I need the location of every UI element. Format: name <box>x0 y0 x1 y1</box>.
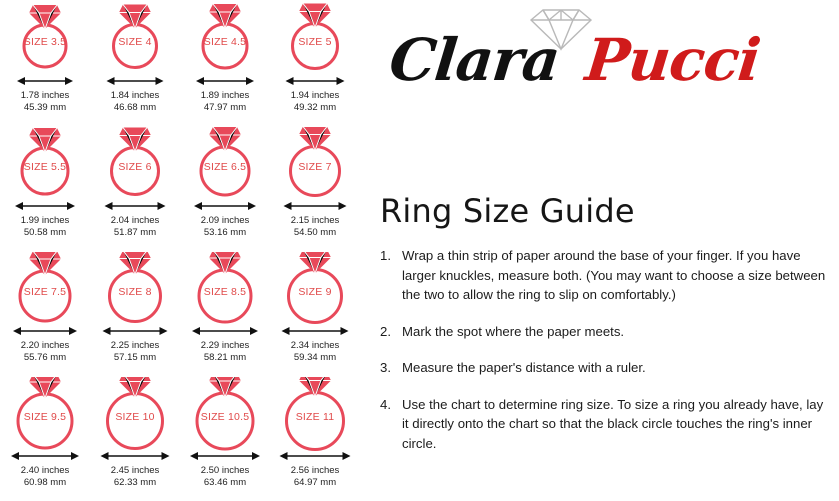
ring-measurements <box>111 90 160 114</box>
ring-inches-value: 2.40 inches <box>20 465 70 476</box>
ring-illustration <box>182 127 268 201</box>
ring-mm-value: 51.87 mm <box>113 227 157 238</box>
ring-illustration <box>92 377 178 451</box>
page-title: Ring Size Guide <box>380 192 635 230</box>
ring-size-label: SIZE 10 <box>115 411 155 423</box>
ring-mm-value: 45.39 mm <box>23 102 67 113</box>
diameter-arrow-icon <box>2 199 88 213</box>
ring-measurements <box>21 90 70 114</box>
ring-inches-value: 1.84 inches <box>110 90 160 101</box>
step-text: Mark the spot where the paper meets. <box>402 323 625 339</box>
ring-illustration <box>2 2 88 76</box>
diameter-arrow-icon <box>92 324 178 338</box>
ring-illustration <box>182 377 268 451</box>
diameter-arrow-icon <box>272 449 358 463</box>
ring-size-label: SIZE 4.5 <box>203 36 247 48</box>
ring-measurements <box>111 215 160 239</box>
ring-inches-value: 2.29 inches <box>200 340 250 351</box>
ring-size-label: SIZE 5.5 <box>23 161 67 173</box>
ring-illustration <box>92 127 178 201</box>
diameter-arrow-icon <box>182 74 268 88</box>
ring-inches-value: 2.09 inches <box>200 215 250 226</box>
ring-mm-value: 62.33 mm <box>113 477 157 488</box>
ring-size-cell <box>270 250 360 375</box>
diameter-arrow-icon <box>272 74 358 88</box>
ring-inches-value: 2.20 inches <box>20 340 70 351</box>
ring-illustration <box>2 377 88 451</box>
diameter-arrow-icon <box>182 324 268 338</box>
diameter-arrow-icon <box>92 74 178 88</box>
ring-size-label: SIZE 11 <box>295 411 335 423</box>
ring-inches-value: 1.89 inches <box>200 90 250 101</box>
instruction-list <box>380 246 832 470</box>
ring-mm-value: 64.97 mm <box>293 477 337 488</box>
diameter-arrow-icon <box>92 199 178 213</box>
diameter-arrow-icon <box>2 324 88 338</box>
ring-inches-value: 1.94 inches <box>290 90 340 101</box>
ring-inches-value: 2.04 inches <box>110 215 160 226</box>
ring-illustration <box>2 127 88 201</box>
ring-size-cell <box>0 250 90 375</box>
ring-mm-value: 59.34 mm <box>293 352 337 363</box>
ring-inches-value: 2.25 inches <box>110 340 160 351</box>
ring-illustration <box>2 252 88 326</box>
instruction-step <box>380 358 832 378</box>
ring-size-cell <box>0 375 90 500</box>
step-number: 4. <box>380 396 391 412</box>
ring-measurements <box>291 465 340 489</box>
ring-measurements <box>201 465 250 489</box>
ring-measurements <box>21 465 70 489</box>
ring-size-label: SIZE 6 <box>118 161 152 173</box>
guide-panel <box>368 0 839 501</box>
brand-logo <box>378 4 828 108</box>
brand-name-first: Clara <box>386 26 563 94</box>
ring-size-cell <box>180 375 270 500</box>
brand-name-second: Pucci <box>582 26 764 94</box>
ring-mm-value: 54.50 mm <box>293 227 337 238</box>
ring-size-cell <box>90 0 180 125</box>
ring-size-label: SIZE 4 <box>118 36 152 48</box>
instruction-step <box>380 322 832 342</box>
ring-mm-value: 50.58 mm <box>23 227 67 238</box>
diameter-arrow-icon <box>272 199 358 213</box>
ring-illustration <box>272 127 358 201</box>
ring-inches-value: 2.56 inches <box>290 465 340 476</box>
ring-size-cell <box>90 250 180 375</box>
ring-size-label: SIZE 6.5 <box>203 161 247 173</box>
instruction-step <box>380 246 832 305</box>
ring-illustration <box>92 252 178 326</box>
instruction-step <box>380 395 832 454</box>
ring-illustration <box>272 252 358 326</box>
diameter-arrow-icon <box>92 449 178 463</box>
ring-size-label: SIZE 3.5 <box>23 36 67 48</box>
ring-size-label: SIZE 9.5 <box>23 411 67 423</box>
ring-size-label: SIZE 7.5 <box>23 286 67 298</box>
ring-mm-value: 53.16 mm <box>203 227 247 238</box>
diameter-arrow-icon <box>182 199 268 213</box>
ring-size-chart <box>0 0 360 501</box>
ring-mm-value: 47.97 mm <box>203 102 247 113</box>
ring-inches-value: 2.50 inches <box>200 465 250 476</box>
ring-measurements <box>201 90 250 114</box>
ring-illustration <box>92 2 178 76</box>
ring-measurements <box>201 215 250 239</box>
ring-mm-value: 46.68 mm <box>113 102 157 113</box>
ring-mm-value: 58.21 mm <box>203 352 247 363</box>
ring-inches-value: 1.78 inches <box>20 90 70 101</box>
ring-size-cell <box>0 125 90 250</box>
ring-measurements <box>21 215 70 239</box>
ring-size-label: SIZE 8 <box>118 286 152 298</box>
ring-mm-value: 55.76 mm <box>23 352 67 363</box>
ring-inches-value: 2.45 inches <box>110 465 160 476</box>
ring-inches-value: 1.99 inches <box>20 215 70 226</box>
ring-size-label: SIZE 8.5 <box>203 286 247 298</box>
diameter-arrow-icon <box>182 449 268 463</box>
ring-size-label: SIZE 9 <box>298 286 332 298</box>
ring-mm-value: 60.98 mm <box>23 477 67 488</box>
ring-size-label: SIZE 7 <box>298 161 332 173</box>
ring-size-cell <box>180 0 270 125</box>
ring-illustration <box>272 2 358 76</box>
ring-size-cell <box>90 125 180 250</box>
ring-illustration <box>272 377 358 451</box>
ring-inches-value: 2.15 inches <box>290 215 340 226</box>
ring-mm-value: 49.32 mm <box>293 102 337 113</box>
ring-size-cell <box>0 0 90 125</box>
ring-mm-value: 63.46 mm <box>203 477 247 488</box>
ring-measurements <box>291 340 340 364</box>
ring-size-cell <box>90 375 180 500</box>
ring-illustration <box>182 2 268 76</box>
ring-size-cell <box>180 125 270 250</box>
ring-size-cell <box>270 125 360 250</box>
step-text: Wrap a thin strip of paper around the base of your finger. If you have larger knuckles, measure both. (You may want to choose a size between the two to allow the ring to slip on comfortably.) <box>402 248 826 302</box>
ring-measurements <box>201 340 250 364</box>
ring-illustration <box>182 252 268 326</box>
ring-size-cell <box>180 250 270 375</box>
ring-size-cell <box>270 0 360 125</box>
diameter-arrow-icon <box>272 324 358 338</box>
ring-measurements <box>21 340 70 364</box>
ring-mm-value: 57.15 mm <box>113 352 157 363</box>
step-number: 2. <box>380 323 391 339</box>
step-text: Use the chart to determine ring size. To size a ring you already have, lay it directly onto the chart so that the black circle touches the ring's inner circle. <box>402 396 824 451</box>
ring-measurements <box>291 215 340 239</box>
ring-measurements <box>111 465 160 489</box>
ring-inches-value: 2.34 inches <box>290 340 340 351</box>
step-number: 3. <box>380 360 391 375</box>
ring-size-label: SIZE 10.5 <box>200 411 250 423</box>
ring-size-label: SIZE 5 <box>298 36 332 48</box>
ring-measurements <box>111 340 160 364</box>
diameter-arrow-icon <box>2 74 88 88</box>
step-number: 1. <box>380 248 391 263</box>
step-text: Measure the paper's distance with a ruler. <box>402 360 646 375</box>
ring-measurements <box>291 90 340 114</box>
diameter-arrow-icon <box>2 449 88 463</box>
ring-size-cell <box>270 375 360 500</box>
